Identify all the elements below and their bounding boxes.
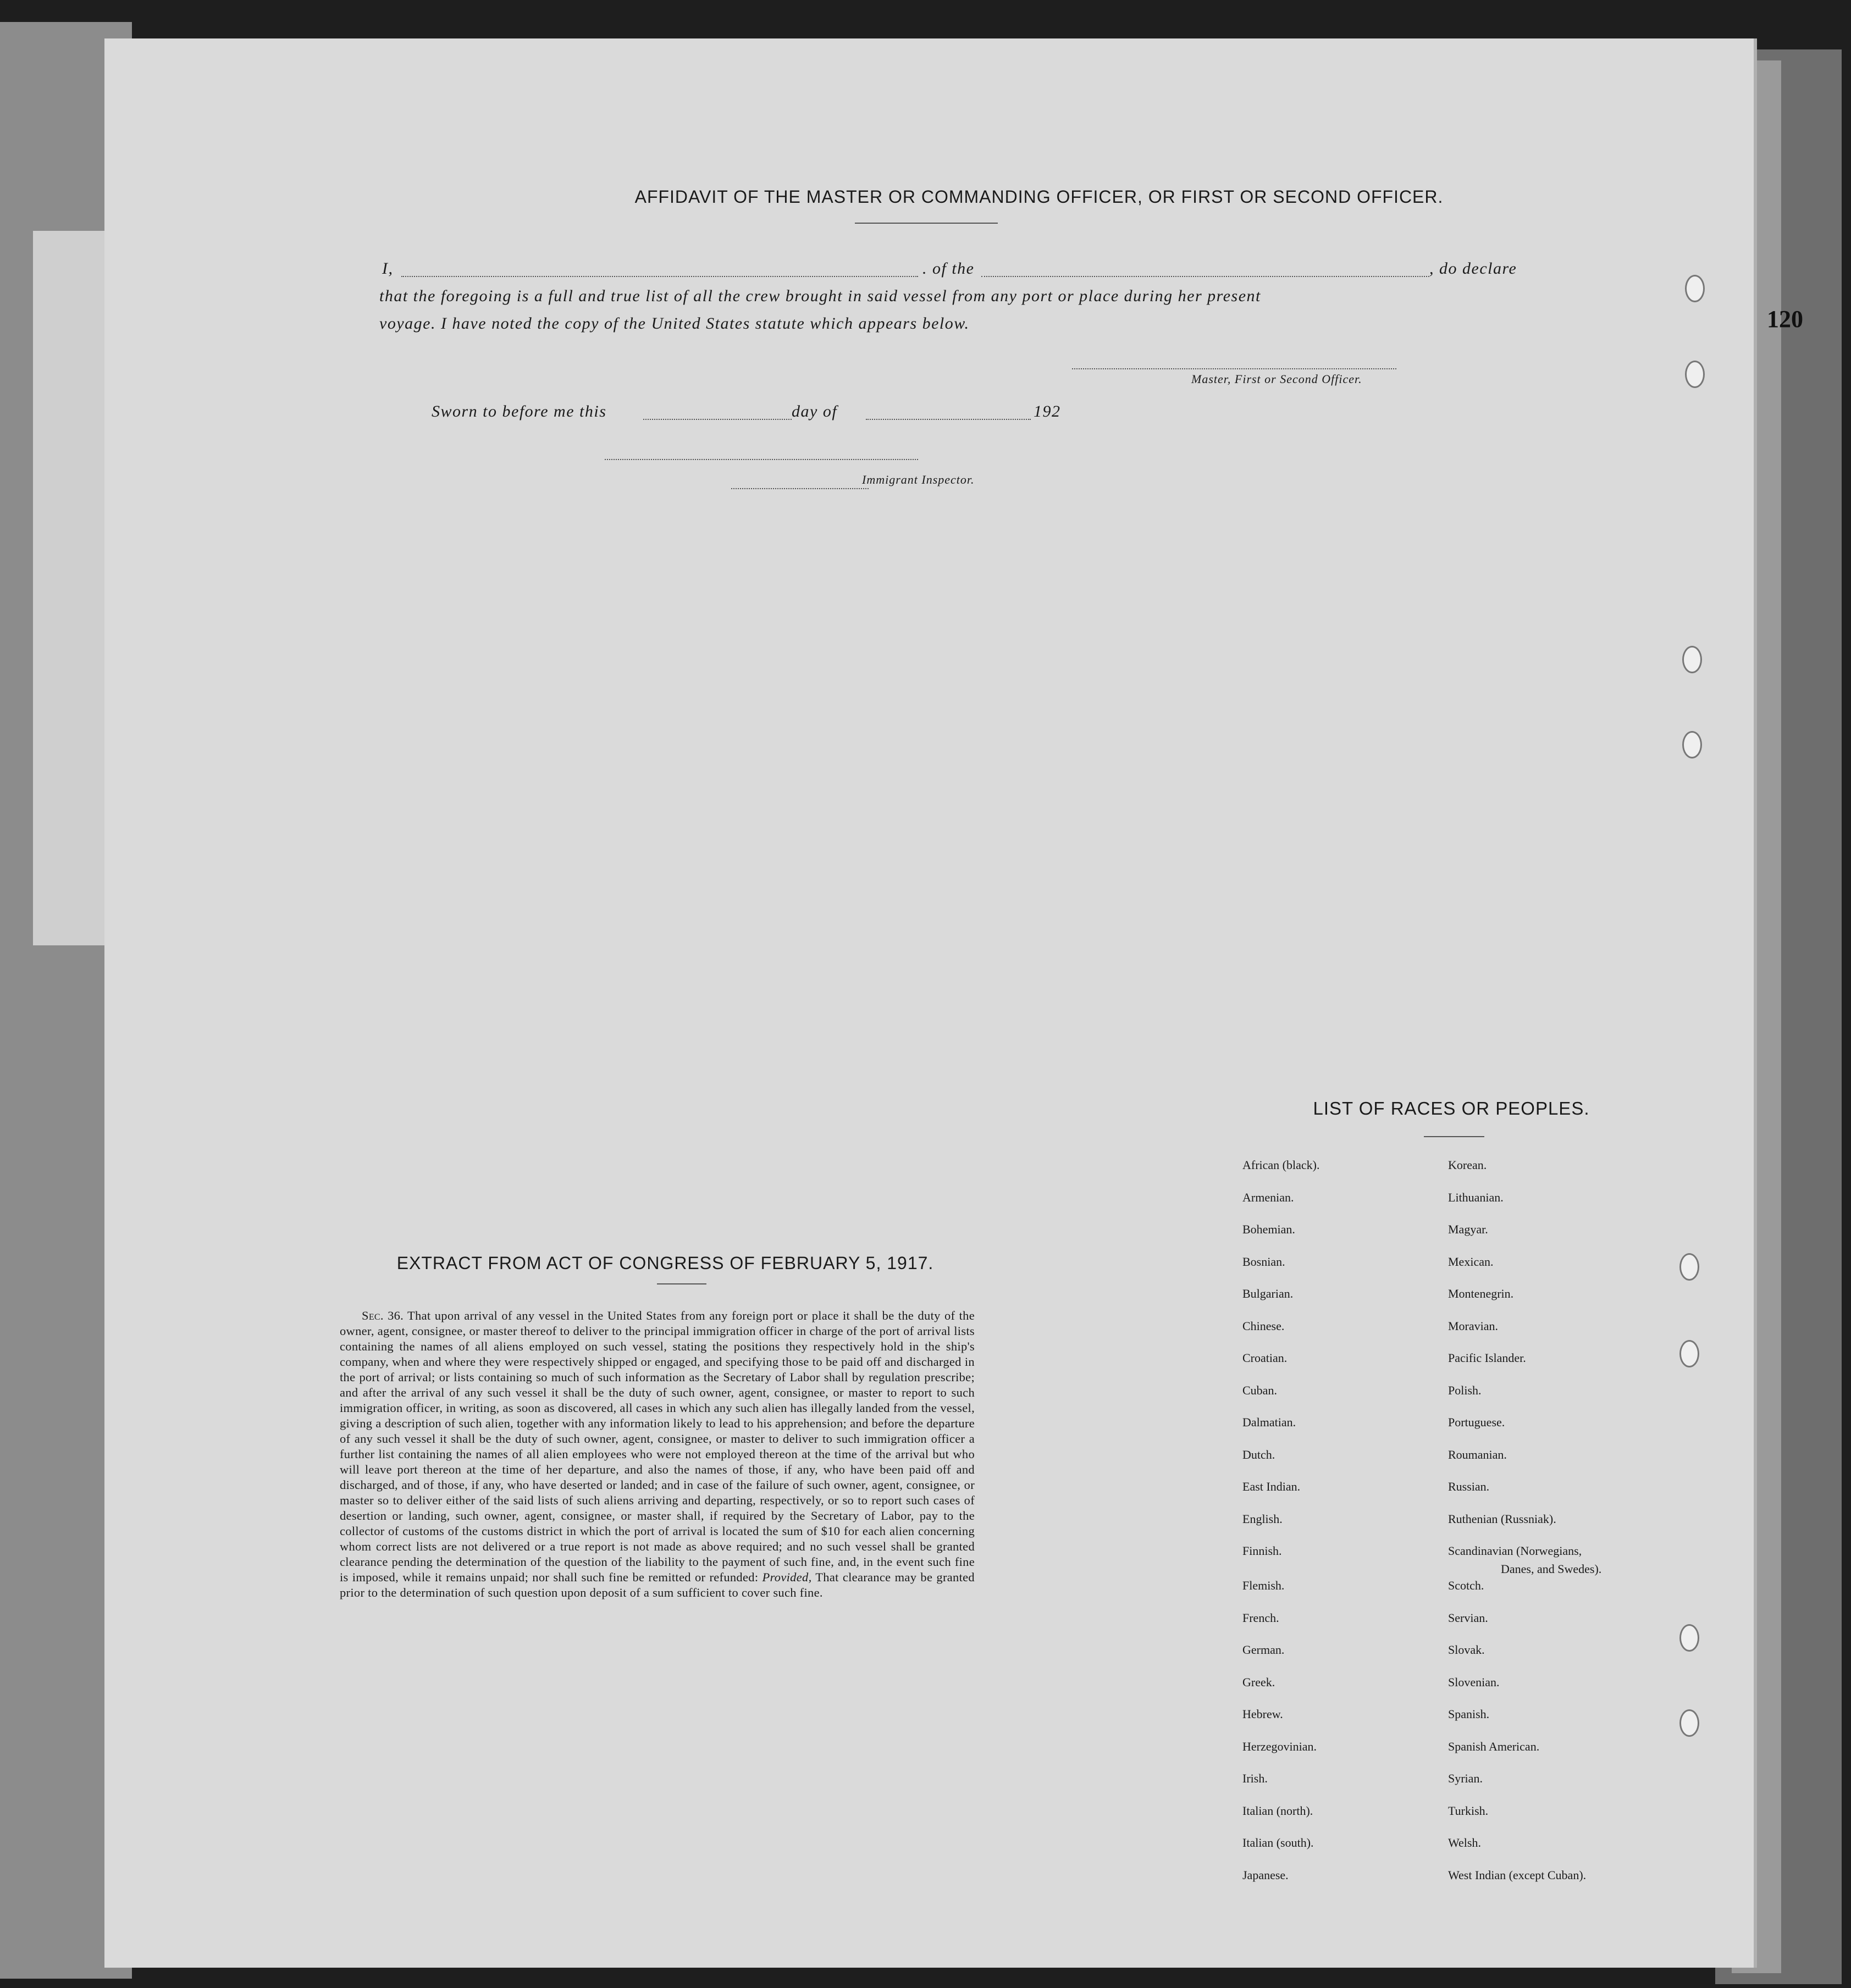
statute-body-end: That clearance may be granted prior to the determination of such question upon deposit of a sum sufficient to cover such fine. [340, 1570, 975, 1599]
master-signature-caption: Master, First or Second Officer. [1191, 372, 1362, 386]
affidavit-declare-label: , do declare [1429, 259, 1517, 278]
races-title: LIST OF RACES OR PEOPLES. [1313, 1098, 1590, 1118]
race-item: Irish. [1242, 1771, 1268, 1785]
binder-hole [1679, 1709, 1699, 1737]
race-item: Slovak. [1448, 1643, 1485, 1657]
page-number-stamp: 120 [1767, 306, 1803, 333]
statute-text [340, 1308, 975, 1601]
race-item: Bulgarian. [1242, 1287, 1294, 1300]
race-item: Bohemian. [1242, 1222, 1295, 1236]
race-item: Scandinavian (Norwegians, [1448, 1544, 1582, 1558]
race-item: Spanish. [1448, 1707, 1490, 1721]
race-item: Slovenian. [1448, 1675, 1500, 1689]
affidavit-title: AFFIDAVIT OF THE MASTER OR COMMANDING OFFICER, OR FIRST OR SECOND OFFICER. [634, 187, 1444, 207]
declarant-name-line[interactable] [401, 276, 918, 277]
race-item: Syrian. [1448, 1771, 1483, 1785]
race-item: Greek. [1242, 1675, 1275, 1689]
race-item: Bosnian. [1242, 1254, 1285, 1269]
day-of-label: day of [792, 402, 838, 420]
sworn-day-line[interactable] [643, 419, 792, 420]
extract-title-rule [657, 1283, 706, 1284]
document-page [104, 38, 1757, 1968]
race-item: Lithuanian. [1448, 1190, 1504, 1204]
race-item: Croatian. [1242, 1351, 1288, 1365]
race-item: Montenegrin. [1448, 1287, 1514, 1300]
race-item: Moravian. [1448, 1319, 1499, 1333]
race-item: Pacific Islander. [1448, 1351, 1526, 1365]
race-item: Ruthenian (Russniak). [1448, 1511, 1556, 1526]
binder-hole [1679, 1624, 1699, 1652]
race-item: Japanese. [1242, 1868, 1289, 1882]
affidavit-text-line2: that the foregoing is a full and true list of all the crew brought in said vessel from any port or place during her present [379, 287, 1261, 305]
race-item: Welsh. [1448, 1836, 1481, 1849]
race-item: English. [1242, 1511, 1283, 1526]
year-label: 192 [1034, 402, 1061, 420]
affidavit-of-the-label: . of the [922, 259, 975, 278]
binder-hole [1685, 275, 1705, 302]
extract-title: EXTRACT FROM ACT OF CONGRESS OF FEBRUARY 5, 1917. [396, 1253, 934, 1273]
race-item: Flemish. [1242, 1579, 1285, 1592]
race-item: Portuguese. [1448, 1415, 1505, 1429]
race-item: East Indian. [1242, 1480, 1301, 1493]
race-item: Cuban. [1242, 1383, 1277, 1397]
binder-hole [1685, 361, 1705, 388]
master-signature-line[interactable] [1072, 368, 1396, 369]
affidavit-title-rule [855, 223, 998, 224]
affidavit-i-label: I, [382, 259, 394, 278]
race-item: Scotch. [1448, 1579, 1484, 1592]
race-item: Turkish. [1448, 1803, 1489, 1818]
binder-hole [1682, 646, 1702, 673]
binder-hole [1679, 1253, 1699, 1281]
race-item: Dutch. [1242, 1447, 1275, 1461]
race-item: African (black). [1242, 1158, 1320, 1172]
section-label: Sec. 36. [362, 1309, 404, 1322]
race-item: Dalmatian. [1242, 1415, 1296, 1429]
race-item: Korean. [1448, 1158, 1487, 1172]
race-item: Roumanian. [1448, 1447, 1507, 1461]
affidavit-text-line3: voyage. I have noted the copy of the United States statute which appears below. [379, 314, 970, 333]
race-item: Herzegovinian. [1242, 1739, 1317, 1753]
race-item: German. [1242, 1643, 1285, 1657]
race-item: Finnish. [1242, 1544, 1282, 1558]
race-item: Italian (north). [1242, 1803, 1313, 1818]
race-item: Italian (south). [1242, 1836, 1314, 1849]
sworn-month-line[interactable] [866, 419, 1031, 420]
statute-body: That upon arrival of any vessel in the United States from any foreign port or place it shall be the duty of the owner, agent, consignee, or master thereof to deliver to the principal immigration officer in charge of the port of arrival lists containing the names of all aliens employed on such vessel, stating the positions they respectively hold in the ship's company, when and where they were respectively shipped or engaged, and specifying those to be paid off and discharged in the port of arrival; or lists containing so much of such information as the Secretary of Labor shall by regulation prescribe; and after the arrival of any such vessel it shall be the duty of such owner, agent, consignee, or master to report to such immigration officer, in writing, as soon as discovered, all cases in which any such alien has illegally landed from the vessel, giving a description of such alien, together with any information likely to lead to his apprehension; and before the departure of any such vessel it shall be the duty of such owner, agent, consignee, or master to deliver to such immigration officer a further list containing the names of all alien employees who were not employed thereon at the time of the arrival but who will leave port thereon at the time of her departure, and also the names of those, if any, who have been paid off and discharged, and of those, if any, who have deserted or landed; and in case of the failure of such owner, agent, consignee, or master so to deliver either of the said lists of such aliens arriving and departing, respectively, or so to report such cases of desertion or landing, such owner, agent, consignee, or master shall, if required by the Secretary of Labor, pay to the collector of customs of the customs district in which the port of arrival is located the sum of $10 for each alien concerning whom correct lists are not delivered or a true report is not made as above required; and no such vessel shall be granted clearance pending the determination of the question of the liability to the payment of such fine, and, in the event such fine is imposed, while it remains unpaid; nor shall such fine be remitted or refunded: [340, 1309, 975, 1584]
races-title-rule [1424, 1136, 1484, 1137]
race-item: French. [1242, 1610, 1279, 1625]
sworn-label: Sworn to before me this [432, 402, 607, 420]
race-item-continuation: Danes, and Swedes). [1501, 1562, 1602, 1576]
race-item: West Indian (except Cuban). [1448, 1868, 1587, 1882]
race-item: Magyar. [1448, 1222, 1488, 1236]
race-item: Mexican. [1448, 1254, 1494, 1269]
race-item: Chinese. [1242, 1319, 1285, 1333]
race-item: Servian. [1448, 1610, 1488, 1625]
race-item: Hebrew. [1242, 1707, 1283, 1721]
inspector-signature-line[interactable] [605, 459, 918, 460]
statute-provided-word: Provided, [762, 1570, 812, 1584]
race-item: Spanish American. [1448, 1739, 1540, 1753]
race-item: Russian. [1448, 1480, 1490, 1493]
inspector-caption: Immigrant Inspector. [862, 473, 975, 486]
vessel-name-line[interactable] [981, 276, 1429, 277]
binder-hole [1682, 731, 1702, 758]
binder-hole [1679, 1340, 1699, 1367]
race-item: Armenian. [1242, 1190, 1294, 1204]
race-item: Polish. [1448, 1383, 1482, 1397]
inspector-caption-leader [731, 488, 869, 489]
